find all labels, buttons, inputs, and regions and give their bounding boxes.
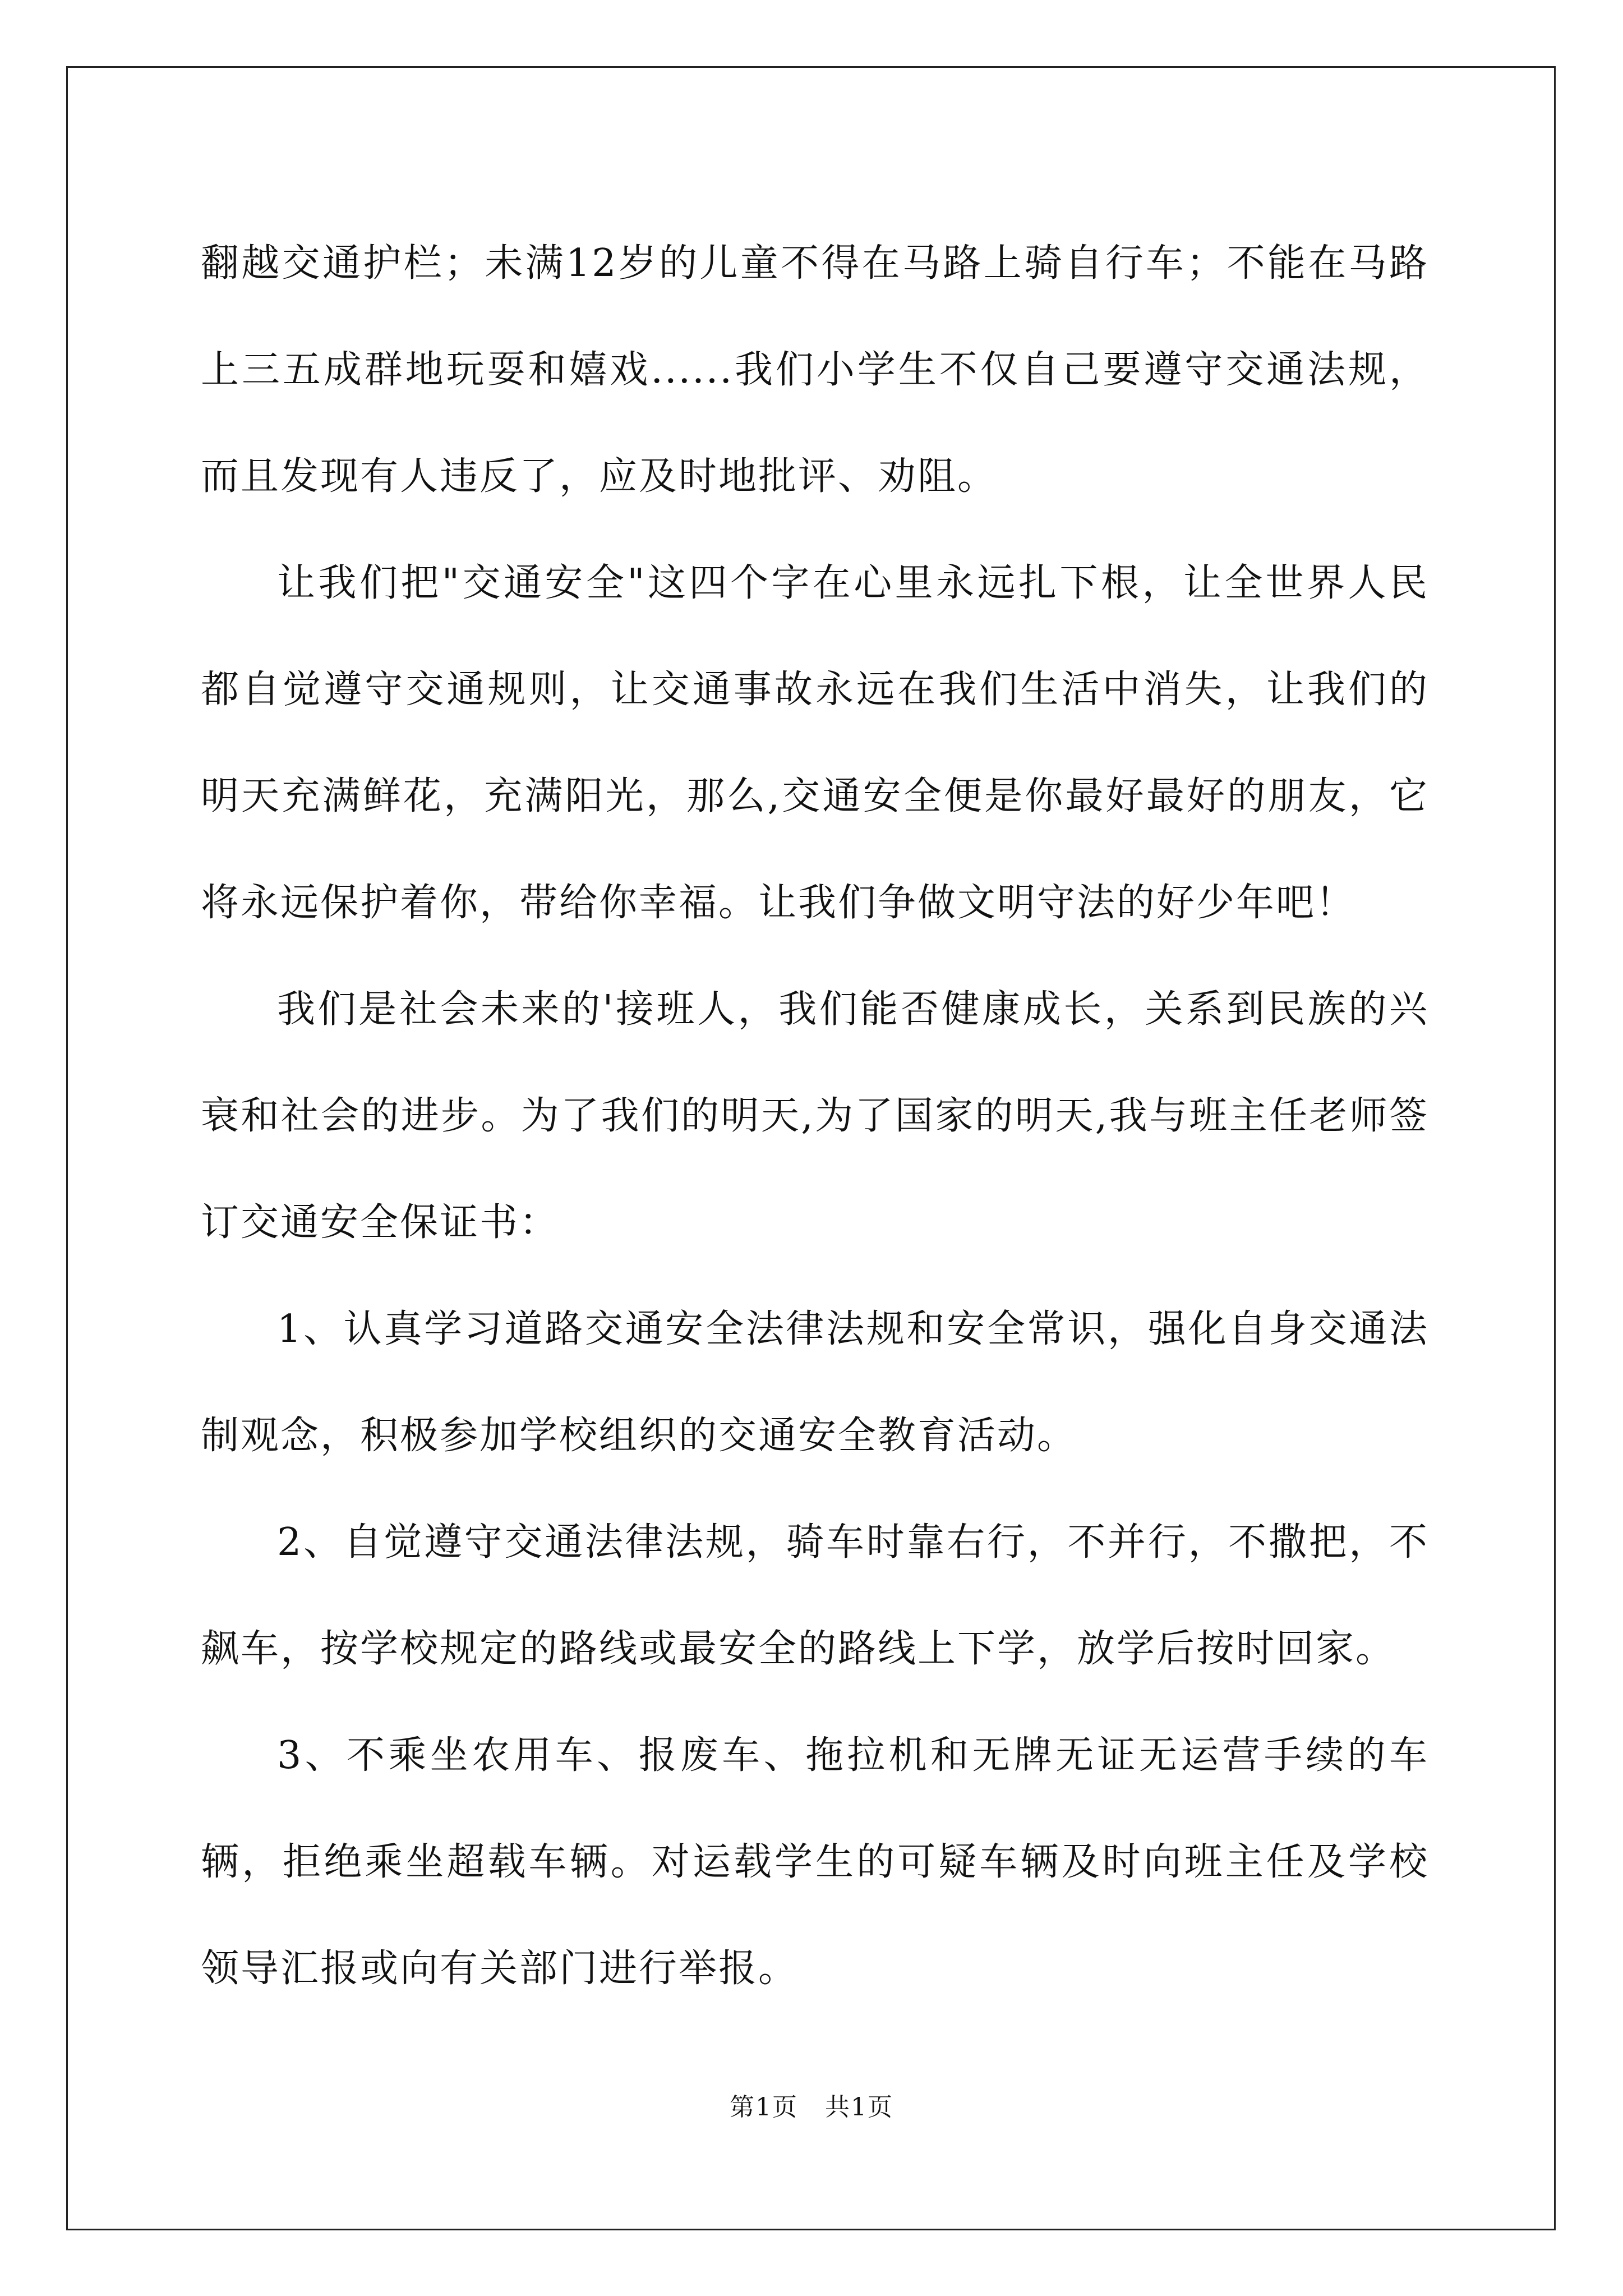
paragraph-continuation: 翻越交通护栏；未满12岁的儿童不得在马路上骑自行车；不能在马路上三五成群地玩耍和嬉戏......我们小学生不仅自己要遵守交通法规，而且发现有人违反了，应及时地批评、劝阻。 bbox=[201, 241, 1429, 499]
list-item-3: 3、不乘坐农用车、报废车、拖拉机和无牌无证无运营手续的车辆，拒绝乘坐超载车辆。对运载学生的可疑车辆及时向班主任及学校领导汇报或向有关部门进行举报。 bbox=[201, 1733, 1429, 1991]
paragraph-traffic-safety-pledge: 让我们把"交通安全"这四个字在心里永远扎下根，让全世界人民都自觉遵守交通规则，让交通事故永远在我们生活中消失，让我们的明天充满鲜花，充满阳光，那么,交通安全便是你最好最好的朋友，它将永远保护着你，带给你幸福。让我们争做文明守法的好少年吧！ bbox=[201, 561, 1429, 925]
list-item-2: 2、自觉遵守交通法律法规，骑车时靠右行，不并行，不撒把，不飙车，按学校规定的路线或最安全的路线上下学，放学后按时回家。 bbox=[201, 1520, 1429, 1671]
paragraph-successors: 我们是社会未来的'接班人，我们能否健康成长，关系到民族的兴衰和社会的进步。为了我们的明天,为了国家的明天,我与班主任老师签订交通安全保证书： bbox=[201, 987, 1429, 1245]
page-footer bbox=[0, 2087, 1623, 2123]
document-body bbox=[201, 210, 1429, 2022]
list-item-1: 1、认真学习道路交通安全法律法规和安全常识，强化自身交通法制观念，积极参加学校组织的交通安全教育活动。 bbox=[201, 1307, 1429, 1458]
page-number-total: 共1页 bbox=[825, 2093, 893, 2122]
page-number-current: 第1页 bbox=[730, 2093, 798, 2122]
